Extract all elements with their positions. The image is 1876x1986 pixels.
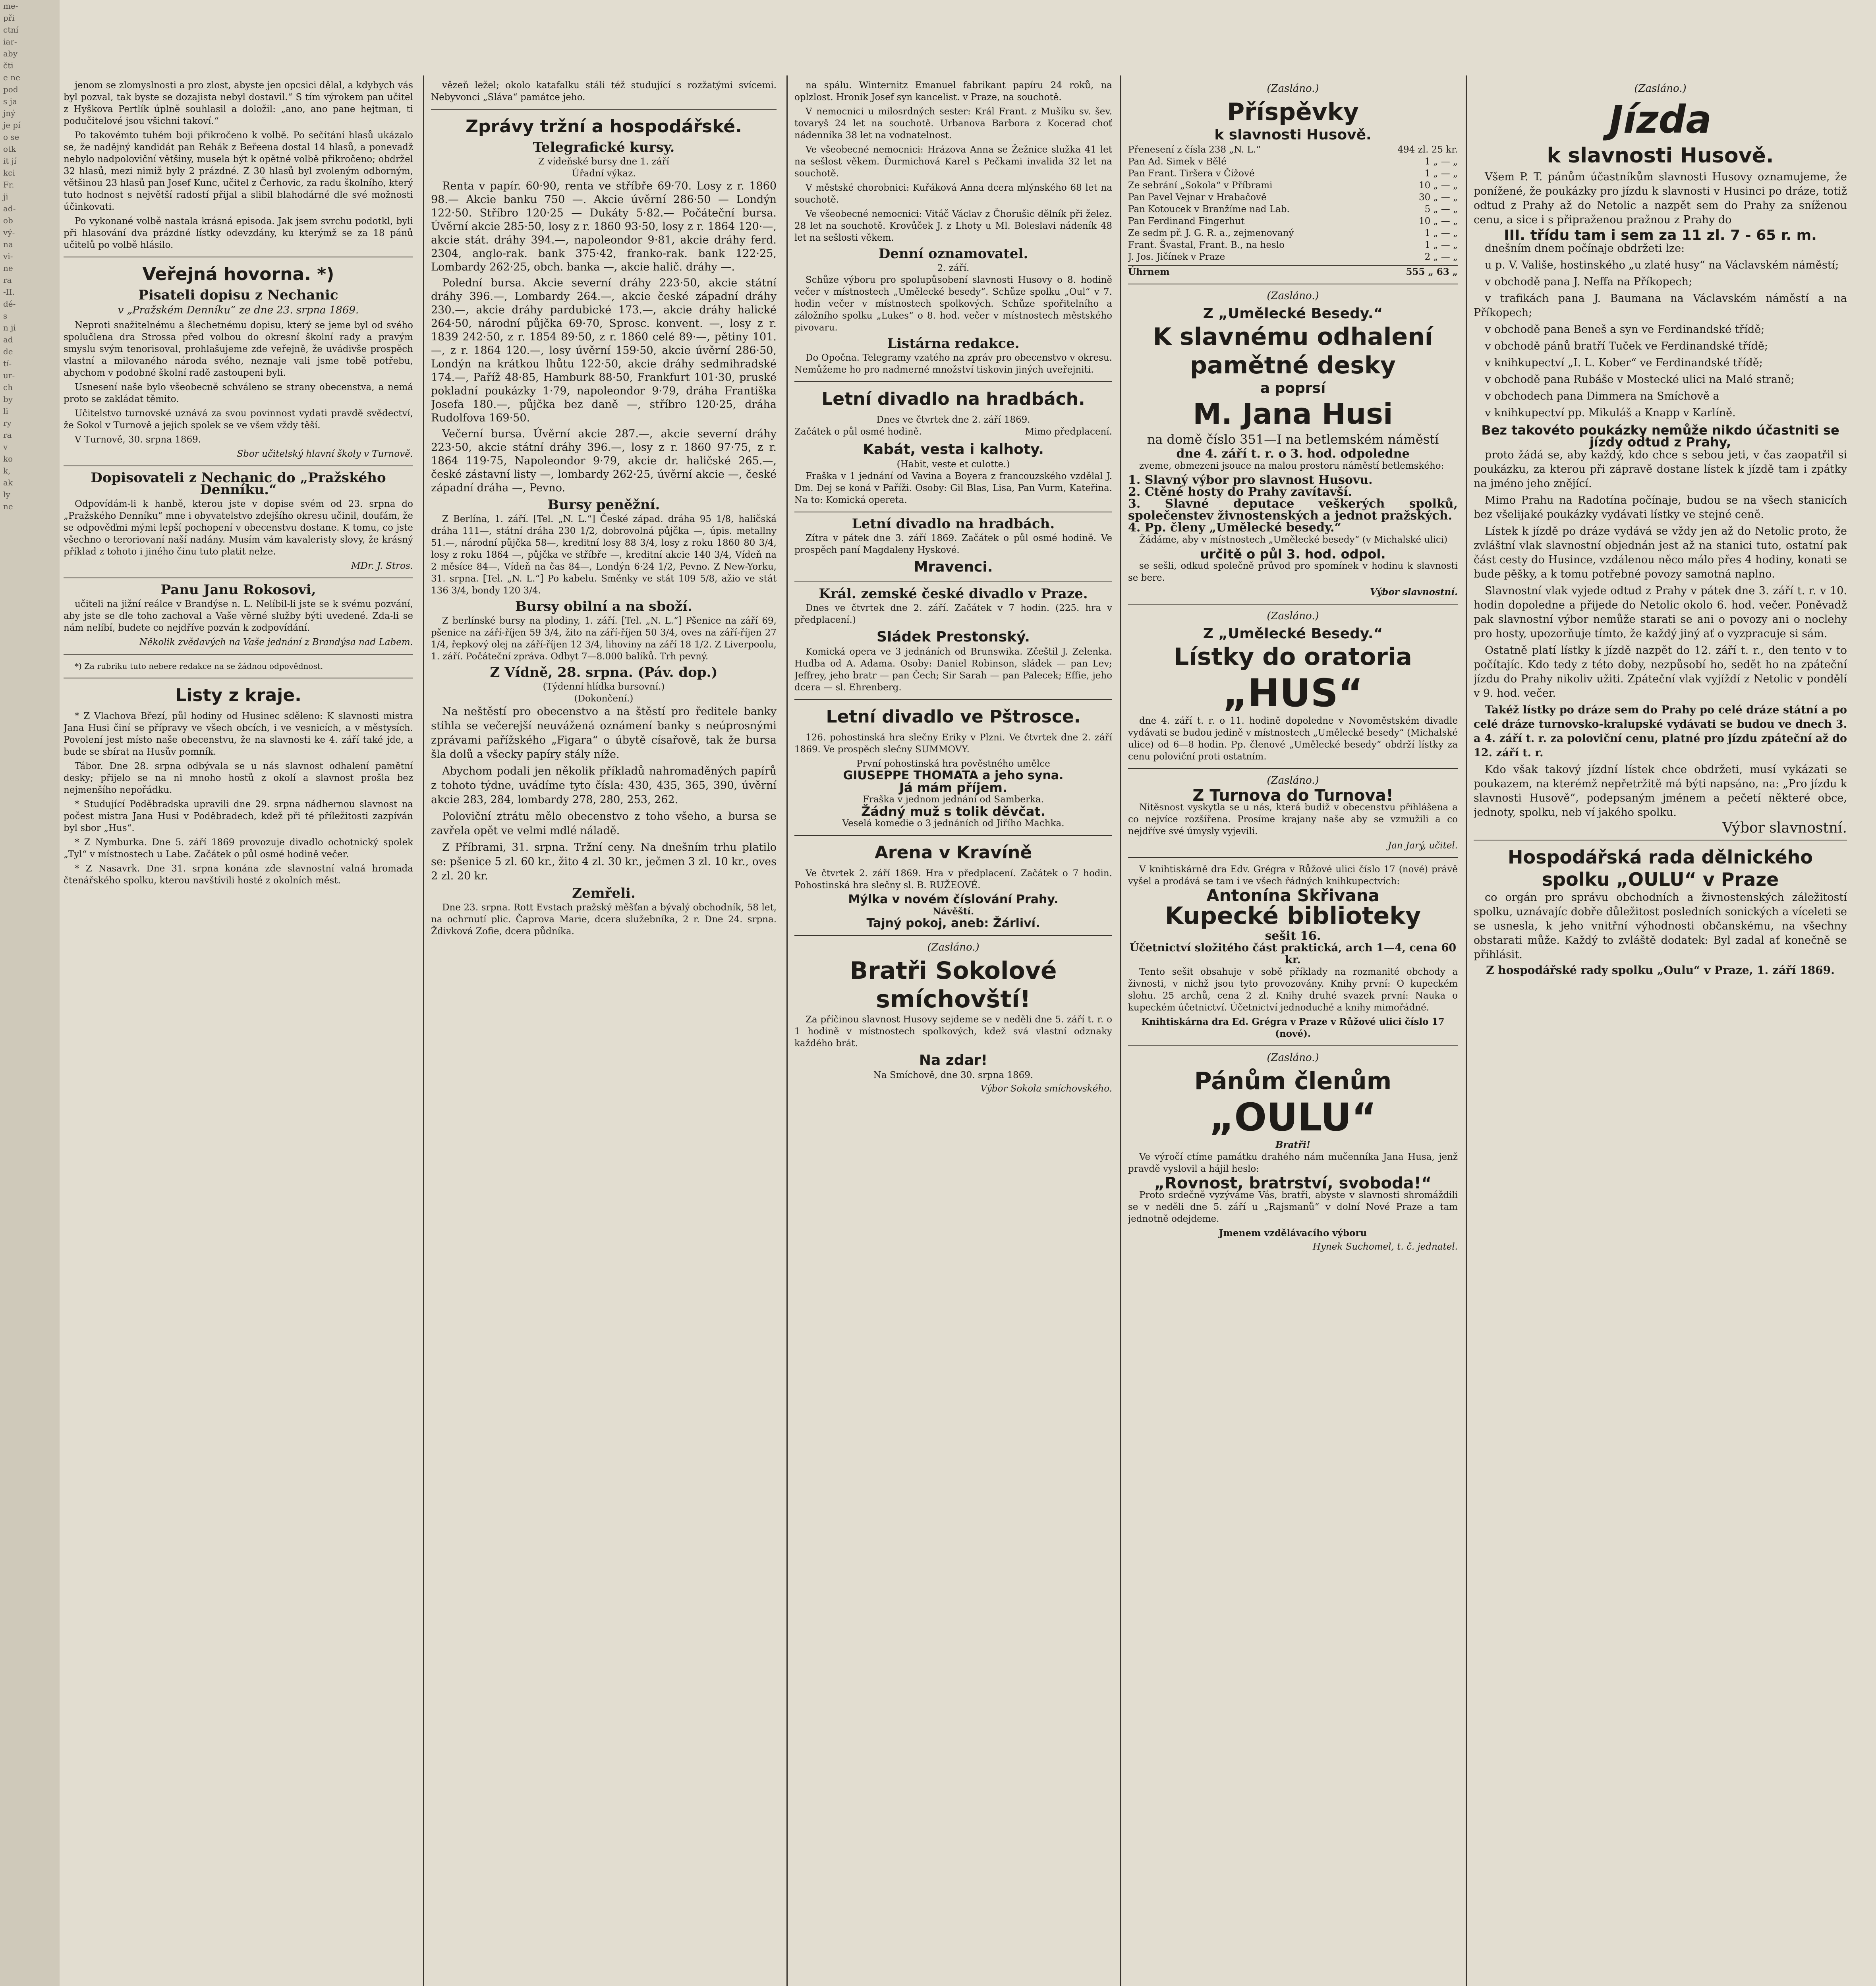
column-rule: [1120, 75, 1121, 1986]
paragraph: Poloviční ztrátu mělo obecenstvo z toho všeho, a bursa se zavřela opět ve velmi mdlé náladě.: [431, 810, 777, 837]
ad-headline: Lístky do oratoria: [1174, 643, 1412, 671]
play-subtitle: Fraška v jednom jednání od Samberka.: [863, 794, 1044, 805]
paragraph: Ve výročí ctíme památku drahého nám mučenníka Jana Husa, jenž pravdě vyslovil a hájil heslo:: [1128, 1152, 1458, 1174]
contributor-name: Frant. Švastal, Frant. B., na heslo: [1128, 240, 1285, 250]
edge-fragment: ch: [3, 383, 13, 392]
paragraph: * Z Nasavrk. Dne 31. srpna konána zde slavnostní valná hromada čtenářského spolku, kterou navštívili hosté z okolních měst.: [64, 864, 413, 886]
paragraph: jenom se zlomyslnosti a pro zlost, abyste jen opcsici dělal, a kdybych vás byl pozval, tak byste se dozajista nebyl dostavil.“ S tím výrokem pan učitel z Hyškova Pertlík úplně souhlasil a doložil: „ano, ano pane hejtman, ti podučitelové jsou všichni takoví.“: [64, 80, 413, 126]
column-rule: [1466, 75, 1467, 1986]
separator: [794, 381, 1112, 382]
contribution-amount: 1 „ — „: [1424, 156, 1458, 167]
edge-fragment: dé-: [3, 299, 16, 309]
paragraph: Dnes ve čtvrtek dne 2. září. Začátek v 7 hodin. (225. hra v předplacení.): [794, 603, 1112, 625]
article-subtitle: 2. září.: [937, 263, 970, 273]
paragraph: Nitěsnost vyskytla se u nás, která budiž v obecenstvu přihlášena a co nejvíce rozšířena. Prosíme krajany naše aby se vzmužili a co nejdříve své úmysly vyjevili.: [1128, 802, 1458, 837]
edge-fragment: k,: [3, 466, 11, 475]
column-rule: [423, 75, 424, 1986]
ad-subheadline: a poprsí: [1260, 380, 1326, 396]
paragraph: V Turnově, 30. srpna 1869.: [75, 435, 201, 445]
edge-fragment: ob: [3, 216, 13, 225]
contribution-amount: 494 zl. 25 kr.: [1397, 145, 1458, 155]
column-3: [794, 79, 1112, 1986]
sales-location: v obchodě pana J. Neffa na Příkopech;: [1485, 276, 1692, 288]
play-title: Mýlka v novém číslování Prahy.: [848, 893, 1059, 906]
ad-quote: „Rovnost, bratrství, svoboda!“: [1154, 1174, 1432, 1192]
paragraph: Renta v papír. 60·90, renta ve stříbře 69·70. Losy z r. 1860 98.— Akcie banku 750 —. Akcie úvěrní 286·50 — Londýn 122·50. Stříbro 120·25 — Dukáty 5·82.— Počáteční bursa. Úvěrní akcie 285·50, losy z r. 1860 93·50, losy z r. 1864 120·—, akcie stát. dráhy 394.—, napoleondor 9·81, akcie dráhy ferd. 2304, anglo-rak. bank 375·42, franko-rak. bank 122·25, Lombardy 262·25, obch. banka —, akcie halič. dráhy —.: [431, 180, 777, 273]
sales-location: v obchodě pana Beneš a syn ve Ferdinandské třídě;: [1485, 323, 1765, 336]
paragraph: V nemocnici u milosrdných sester: Král Frant. z Mušíku sv. šev. tovaryš 24 let na souchotě. Urbanova Barbora z Kocerad choť nádenníka 38 let na vodnatelnost.: [794, 106, 1112, 141]
theatre-title: Král. zemské české divadlo v Praze.: [819, 586, 1088, 602]
ad-footer: Knihtiskárna dra Ed. Grégra v Praze v Růžové ulici číslo 17 (nové).: [1141, 1016, 1445, 1039]
contribution-row: [1128, 144, 1458, 156]
section-title: Zprávy tržní a hospodářské.: [466, 116, 742, 137]
paragraph: se sešli, odkud společně průvod pro spomínek v hodinu k slavnosti se bere.: [1128, 561, 1458, 583]
play-title: Tajný pokoj, aneb: Žárliví.: [866, 916, 1040, 930]
edge-fragment: ji: [3, 192, 8, 201]
paragraph: Z Příbrami, 31. srpna. Tržní ceny. Na dnešním trhu platilo se: pšenice 5 zl. 60 kr., žito 4 zl. 30 kr., ječmen 3 zl. 10 kr., oves 2 zl. 20 kr.: [431, 841, 777, 882]
ad-label: (Zasláno.): [927, 941, 980, 953]
ad-headline: M. Jana Husi: [1193, 397, 1393, 431]
paragraph: Tábor. Dne 28. srpna odbývala se u nás slavnost odhalení pamětní desky; přijelo se na ni mnoho hostů z okolí a slavnost prošla bez nejmenšího nepořádku.: [64, 761, 413, 795]
ad-emphasis: Bez takovéto poukázky nemůže nikdo účastniti se jízdy odtud z Prahy,: [1481, 423, 1839, 450]
contribution-row: [1128, 227, 1458, 239]
separator: [1128, 857, 1458, 858]
separator: [794, 835, 1112, 836]
sales-location: v knihkupectví pp. Mikuláš a Knapp v Karlíně.: [1485, 407, 1736, 419]
paragraph: Ve všeobecné nemocnici: Vitáč Václav z Čhorušic dělník při želez. 28 let na souchotě. Krovůček J. z Lhoty u Ml. Boleslavi nádeník 48 let na sešlosti věkem.: [794, 209, 1112, 243]
theatre-note: Mimo předplacení.: [1025, 427, 1112, 437]
contributor-name: Pan Kotoucek v Branžíme nad Lab.: [1128, 204, 1290, 214]
play-subtitle: Veselá komedie o 3 jednáních od Jiřího Machka.: [842, 818, 1065, 829]
separator: [1128, 1045, 1458, 1046]
contribution-amount: 30 „ — „: [1418, 192, 1458, 203]
paragraph: Komická opera ve 3 jednáních od Brunswika. Zčeštil J. Zelenka. Hudba od A. Adama. Osoby: Daniel Robinson, sládek — pan Lev; Jeffrey, jeho bratr — pan Čech; Sir Sarah — pan Palecek; Effie, jeho dcera — sl. Ehrenberg.: [794, 647, 1112, 693]
edge-fragment: -II.: [3, 287, 15, 297]
ad-headline: K slavnému odhalení: [1153, 323, 1433, 351]
ad-headline: „HUS“: [1223, 671, 1363, 715]
invite-item: 4. Pp. členy „Umělecké besedy.“: [1128, 521, 1341, 535]
article-title: Telegrafické kursy.: [533, 139, 675, 155]
edge-fragment: ry: [3, 418, 12, 428]
article-title: Z Vídně, 28. srpna. (Páv. dop.): [490, 665, 718, 680]
total-label: Úhrnem: [1128, 267, 1170, 277]
paragraph: V městské chorobnici: Kuřáková Anna dcera mlýnského 68 let na souchotě.: [794, 183, 1112, 205]
edge-fragment: vi-: [3, 251, 13, 261]
paragraph: na spálu. Winternitz Emanuel fabrikant papíru 24 roků, na oplzlost. Hronik Josef syn kancelist. v Praze, na souchotě.: [794, 80, 1112, 102]
contribution-amount: 10 „ — „: [1418, 216, 1458, 226]
ad-headline: Jízda: [1609, 97, 1712, 142]
paragraph: Dne 23. srpna. Rott Evstach pražský měšťan a bývalý obchodník, 58 let, na ochrnutí plic. Čaprova Marie, dcera služebníka, 2 r. Dne 24. srpna. Ždivková Zofie, dcera půdníka.: [431, 902, 777, 937]
paragraph: * Studující Poděbradska upravili dne 29. srpna nádhernou slavnost na počest mistra Jana Husi v Poděbradech, kdež při té příležitosti zazpíván byl sbor „Hus“.: [64, 799, 413, 833]
paragraph: učiteli na jižní reálce v Brandýse n. L. Nelíbil-li jste se k svému pozvání, aby jste se dle toho zachoval a Vaše věrné služby býti uvedené. Zda-li se nám nelíbí, budete co nejdříve pozván k zodpovídání.: [64, 599, 413, 633]
contribution-row: [1128, 191, 1458, 203]
article-subtitle: (Dokončení.): [574, 694, 634, 704]
ad-subheadline: Účetnictví složitého část praktická, arch 1—4, cena 60 kr.: [1129, 942, 1457, 966]
sales-list: [1474, 258, 1847, 420]
column-1: [64, 79, 413, 1986]
signature: Výbor slavnostní.: [1722, 820, 1847, 836]
edge-fragment: s ja: [3, 97, 17, 106]
contribution-row: [1128, 156, 1458, 168]
edge-fragment: Fr.: [3, 180, 14, 189]
edge-fragment: iar-: [3, 37, 17, 46]
paragraph: Odpovídám-li k hanbě, kterou jste v dopise svém od 23. srpna do „Pražského Denníku“ mne i obyvatelstvo zdejšího okresu učinil, doufám, že se odpověďmi mými lepší pochopení v obecenstvu dostane. K tomu, co jste všechno o teroriovaní naší nadány. Musím vám kavaleristy slovy, že krásný příklad z tohoto i jiného činu tuto platit nelze.: [64, 499, 413, 557]
footnote: *) Za rubriku tuto nebere redakce na se žádnou odpovědnost.: [75, 661, 323, 671]
edge-fragment: ad-: [3, 204, 16, 213]
separator: [794, 935, 1112, 936]
contribution-row: [1128, 215, 1458, 227]
article-title: Dopisovateli z Nechanic do „Pražského Denníku.“: [91, 470, 386, 498]
contribution-amount: 2 „ — „: [1424, 252, 1458, 262]
edge-fragment: it jí: [3, 156, 17, 166]
edge-fragment: ak: [3, 478, 13, 487]
paragraph: Žádáme, aby v místnostech „Umělecké besedy“ (v Michalské ulici): [1139, 535, 1448, 545]
paragraph: Do Opočna. Telegramy vzatého na zpráv pro obecenstvo v okresu. Nemůžeme ho pro nadmerné množství tiskovin jiných uveřejniti.: [794, 353, 1112, 375]
section-title: Veřejná hovorna. *): [142, 264, 334, 284]
edge-fragment: ne: [3, 263, 13, 273]
theatre-title: Letní divadlo ve Pštrosce.: [826, 707, 1081, 727]
paragraph: Na neštěstí pro obecenstvo a na štěstí pro ředitele banky stihla se večerejší neuvážená oznámení banky s neúprosnými zprávami pařížského „Figara“ o úbytě císařově, tak že bursa šla dolů a všecky papíry stály níže.: [431, 705, 777, 761]
ad-headline: Kupecké biblioteky: [1165, 902, 1421, 930]
adjacent-page-edge: [0, 0, 60, 1986]
signature: MDr. J. Stros.: [351, 561, 413, 571]
sales-location: v obchodě pana Rubáše v Mostecké ulici na Malé straně;: [1485, 373, 1795, 386]
paragraph: Kdo však takový jízdní lístek chce obdržeti, musí vykázati se poukazem, na kterémž nepřetržitě má býti napsáno, na: „Pro jízdu k slavnosti Husově“, podepsaným jménem a pečetí některé obce, jednoty, spolku, neb ví jakého spolku.: [1474, 763, 1847, 819]
paragraph: Po takovémto tuhém boji přikročeno k volbě. Po sečítání hlasů ukázalo se, že nadějný kandidát pan Rehák z Beřeena dostal 14 hlasů, a ponevadž nebylo nadpoloviční většiny, musela být k opětné volbě přikročeno; obdržel 32 hlasů, mezi nimiž byly 2 prázdné. Z 30 hlasů byl zvoleným odborným, většinou 23 hlasů pan Josef Kunc, učitel z Čerhovic, za radu školního, který tuto hodnost s největší radostí přijal a slibil blahodárné dle své možnosti účinkovati.: [64, 130, 413, 212]
contribution-row: [1128, 168, 1458, 180]
paragraph: Abychom podali jen několik příkladů nahromaděných papírů z tohoto týdne, uvádíme tyto čísla: 430, 435, 365, 390, úvěrní akcie 283, 284, lombardy 278, 280, 253, 262.: [431, 765, 777, 806]
article-subtitle: v „Pražském Denníku“ ze dne 23. srpna 1869.: [118, 304, 359, 316]
edge-fragment: pod: [3, 85, 18, 94]
edge-fragment: by: [3, 394, 13, 404]
ad-location: na domě číslo 351—I na betlemském náměstí: [1147, 432, 1439, 447]
ad-headline: Bratři Sokolové smíchovští!: [850, 957, 1057, 1013]
ad-label: (Zasláno.): [1634, 83, 1687, 95]
ad-headline: Pánům členům: [1194, 1067, 1392, 1095]
paragraph: dne 4. září t. r. o 11. hodině dopoledne v Novoměstském divadle vydávati se budou jedině v místnostech „Umělecké besedy“ (Michalské ulice) od 6—8 hodin. Pp. členové „Umělecké besedy“ obdrží lístky za cenu poloviční proti ostatním.: [1128, 716, 1458, 762]
ad-slogan: Na zdar!: [919, 1052, 988, 1068]
separator: [1128, 604, 1458, 605]
edge-fragment: ra: [3, 430, 12, 440]
paragraph: Polední bursa. Akcie severní dráhy 223·50, akcie státní dráhy 396.—, Lombardy 264.—, akcie české západní dráhy 230.—, akcie dráhy pardubické 173.—, akcie dráhy halické 264·50, národní půjčka 69·70, Sprosc. konvent. —, losy z r. 1839 242·50, z r. 1854 89·50, z r. 1860 celé 89·—, pětiny 101.—, z r. 1864 120.—, losy úvěrní 159·50, akcie úvěrní 286·50, Londýn na krátkou lhůtu 122·50, akcie dráhy sedmihradské 174.—, Paříž 48·85, Hamburk 88·50, Frankfurt 101·30, pruské pokladní poukázky 1·79, napoleondor 9·79, dráha Františka Josefa 180.—, půjčka bez daně —, stříbro 120·25, dráha Rudolfova 169·50.: [431, 277, 777, 424]
theatre-title: Letní divadlo na hradbách.: [821, 389, 1085, 409]
signature: Z hospodářské rady spolku „Oulu“ v Praze, 1. září 1869.: [1486, 964, 1835, 977]
invite-item: 3. Slavné deputace veškerých spolků, společenstev živnostenských a jednot pražských.: [1128, 497, 1458, 523]
contributor-name: Ze sebrání „Sokola“ v Příbrami: [1128, 180, 1273, 191]
play-subtitle: Návěští.: [932, 906, 974, 917]
edge-fragment: ko: [3, 454, 13, 464]
edge-fragment: ctní: [3, 25, 19, 35]
article-title: Pisateli dopisu z Nechanic: [138, 287, 338, 303]
edge-fragment: čti: [3, 61, 14, 70]
paragraph: Z Berlína, 1. září. [Tel. „N. L.“] České západ. dráha 95 1/8, haličská dráha 111—, státní dráha 230 1/2, dobrovolná půjčka —, úpis. metallny 51.—, národní půjčka 58—, kreditní losy 88 3/4, losy z roku 1860 80 3/4, losy z roku 1864 —, půjčka ve stříbře —, kreditní akcie 140 3/4, Vídeň na 2 měsíce 84—, Vídeň na čas 84—, Londýn 6·24 1/2, Pevno. Z New-Yorku, 31. srpna. [Tel. „N. L.“] Po kabelu. Směnky ve stát 109 5/8, ažio ve stát 136 3/4, bondy 120 3/4.: [431, 514, 777, 596]
edge-fragment: tí-: [3, 359, 12, 368]
edge-fragment: li: [3, 406, 8, 416]
ad-headline: Z Turnova do Turnova!: [1192, 786, 1393, 805]
paragraph: Všem P. T. pánům účastníkům slavnosti Husovy oznamujeme, že ponížené, že poukázky pro jízdu k slavnosti v Husinci po dráze, totiž odtud z Prahy až do Netolic a nazpět sem do Prahy za sníženou cenu, a sice i s připraženou pražnou z Prahy do: [1474, 171, 1847, 226]
paragraph: Slavnostní vlak vyjede odtud z Prahy v pátek dne 3. září t. r. v 10. hodin dopoledne a přijede do Netolic okolo 6. hod. večer. Poněvadž pak slavnostní výbor nemůže starati se ani o povozy ani o noclehy pro hosty, upozorňuje tímto, že každý jiný ať o vyzpracuje si sám.: [1474, 585, 1847, 640]
section-title: Listy z kraje.: [175, 685, 301, 705]
contributor-name: J. Jos. Jičínek v Praze: [1128, 252, 1225, 262]
contributor-name: Pan Ad. Simek v Bělé: [1128, 156, 1227, 167]
paragraph: Lístek k jízdě po dráze vydává se vždy jen až do Netolic proto, že zvláštní vlak slavnostní objednán jest až na stanici tuto, ostatní pak část cesty do Husince, vzdálenou něco málo přes 4 hodiny, konati se bude pěšky, a k tomu potřebné povozy samotná naplno.: [1474, 525, 1847, 580]
edge-fragment: na: [3, 240, 13, 249]
theatre-date: Dnes ve čtvrtek dne 2. září 1869.: [876, 415, 1030, 425]
ad-emphasis: určitě o půl 3. hod. odpol.: [1200, 547, 1386, 562]
paragraph: * Z Nymburka. Dne 5. září 1869 provozuje divadlo ochotnický spolek „Tyl“ v místnostech u Labe. Začátek o půl osmé hodině večer.: [64, 837, 413, 860]
edge-fragment: jný: [3, 108, 15, 118]
contributor-name: Ze sedm př. J. G. R. a., zejmenovaný: [1128, 228, 1294, 238]
paragraph: Schůze výboru pro spolupůsobení slavnosti Husovy o 8. hodině večer v místnostech „Umělecké besedy“. Schůze spolku „Oul“ v 7. hodin večer v místnostech spolkových. Schůze spořitelního a záložního spolku „Lukes“ o 8. hod. večer v místnostech městského pivovaru.: [794, 275, 1112, 333]
paragraph: proto žádá se, aby každý, kdo chce s sebou jeti, v čas zaopatřil si poukázku, za kterou při zápravě dostane lístek k jízdě tam i zpátky na jméno jeho znějící.: [1474, 449, 1847, 490]
article-subtitle: (Týdenní hlídka bursovní.): [543, 682, 665, 692]
paragraph: Z berlínské bursy na plodiny, 1. září. [Tel. „N. L.“] Pšenice na září 69, pšenice na září-říjen 59 3/4, žito na září-říjen 50 3/4, oves na září-říjen 27 1/4, řepkový olej na září-říjen 12 3/4, lihoviny na září 18 1/2. Z Liverpoolu, 1. září. Počáteční zpráva. Odbyt 7—8.000 balíků. Trh pevný.: [431, 616, 777, 662]
edge-fragment: ra: [3, 275, 12, 285]
play-title: Sládek Prestonský.: [877, 629, 1030, 645]
separator: [794, 699, 1112, 700]
signature: Několik zvědavých na Vaše jednání z Brandýsa nad Labem.: [139, 637, 413, 647]
column-2: [431, 79, 777, 1986]
ad-date: Na Smíchově, dne 30. srpna 1869.: [873, 1070, 1034, 1080]
edge-fragment: ly: [3, 490, 10, 499]
play-title: Kabát, vesta i kalhoty.: [863, 441, 1044, 458]
ad-subheadline: Z „Umělecké Besedy.“: [1203, 626, 1383, 642]
ad-subheadline: k slavnosti Husově.: [1214, 127, 1372, 143]
paragraph: Učitelstvo turnovské uznává za svou povinnost vydati pravdě svědectví, že Sokol v Turnově a jejich spolek se ve všem vždy těší.: [64, 408, 413, 431]
contribution-row: [1128, 203, 1458, 215]
invite-item: 2. Ctěné hosty do Prahy zavítavší.: [1128, 485, 1352, 499]
ad-headline: Hospodářská rada dělnického spolku „OULU“ v Praze: [1508, 846, 1813, 890]
contribution-amount: 5 „ — „: [1424, 204, 1458, 214]
theatre-start: Začátek o půl osmé hodině.: [794, 427, 922, 437]
separator: [1128, 768, 1458, 769]
edge-fragment: vý-: [3, 228, 15, 237]
ad-subheadline: k slavnosti Husově.: [1547, 144, 1774, 168]
ad-subheadline: Z „Umělecké Besedy.“: [1203, 305, 1383, 322]
contribution-row: [1128, 239, 1458, 251]
paragraph: Po vykonané volbě nastala krásná episoda. Jak jsem svrchu podotkl, byli při hlasování dva prázdné lístky odevzdány, ku kterýmž se za 18 pánů učitelů po volbě hlásilo.: [64, 216, 413, 250]
paragraph: Večerní bursa. Úvěrní akcie 287.—, akcie severní dráhy 223·50, akcie státní dráhy 396.—, losy z r. 1860 97·75, z r. 1864 119·75, Napoleondor 9·79, akcie dr. haličské 265.—, české zástavní listy —, lombardy 262·25, úvěrní akcie —, české západní dráha —, Pevno.: [431, 428, 777, 494]
theatre-title: Arena v Kravíně: [874, 842, 1032, 863]
signature: Výbor slavnostní.: [1370, 587, 1458, 597]
paragraph: Ve všeobecné nemocnici: Hrázova Anna se Žežnice služka 41 let na sešlost věkem. Ďurmichová Karel s Pečkami invalida 32 let na souchotě.: [794, 145, 1112, 179]
sales-location: v obchodě pánů bratří Tuček ve Ferdinandské třídě;: [1485, 340, 1768, 352]
ad-subheadline: sešit 16.: [1265, 929, 1321, 943]
contribution-row: [1128, 180, 1458, 191]
sales-location: v obchodech pana Dimmera na Smíchově a: [1485, 390, 1720, 402]
edge-fragment: n ji: [3, 323, 16, 332]
ad-label: (Zasláno.): [1267, 83, 1319, 95]
ad-date: dne 4. září t. r. o 3. hod. odpoledne: [1176, 447, 1410, 461]
paragraph: 126. pohostinská hra slečny Eriky v Plzni. Ve čtvrtek dne 2. září 1869. Ve prospěch slečny SUMMOVY.: [794, 732, 1112, 755]
edge-fragment: ad: [3, 335, 13, 344]
total-value: 555 „ 63 „: [1406, 267, 1458, 277]
signature: Hynek Suchomel, t. č. jednatel.: [1312, 1242, 1458, 1252]
paragraph: Zítra v pátek dne 3. září 1869. Začátek o půl osmé hodině. Ve prospěch paní Magdaleny Hyskové.: [794, 533, 1112, 555]
paragraph: Neproti snažitelnému a šlechetnému dopisu, který se jeme byl od svého spolučlena dra Strossa před volbou do okresní školní rady a pravým smyslu svým tenorisoval, prohlašujeme zde veřejně, že uvádivše prospěch vlastní a milovaného národa svého, neznaje vali jsme tobě potřebu, abychom v podobné školní radě zastoupeni byli.: [64, 320, 413, 378]
paragraph: Fraška v 1 jednání od Vavina a Boyera z francouzského vzdělal J. Dm. Dej se koná v Paříži. Osoby: Gil Blas, Lisa, Pan Vurm, Kateřina. Na to: Komická opereta.: [794, 471, 1112, 505]
paragraph: Tento sešit obsahuje v sobě příklady na rozmanité obchody a živnosti, v nichž jsou tyto provozovány. Knihy první: O kupeckém slohu. 25 archů, cena 2 zl. Knihy druhé svazek první: Nauka o kupeckém účetnictví. Účetnictví jednoduché a knihy mimořádné.: [1128, 967, 1458, 1013]
contributor-name: Pan Pavel Vejnar v Hrabačově: [1128, 192, 1267, 203]
paragraph: První pohostinská hra pověstného umělce: [856, 759, 1050, 769]
paragraph: vězeň ležel; okolo katafalku stáli též studující s rozžatými svícemi. Nebyvonci „Sláva“ památce jeho.: [431, 80, 777, 102]
paragraph: * Z Vlachova Březí, půl hodiny od Husinec sděleno: K slavnosti mistra Jana Husi činí se přípravy ve všech obcích, i ve vesnicích, a v městysích. Povolení jest místo naše obecenstvu, že na slavnosti ke 4. září také jde, a bude se sbírat na Husův pomník.: [64, 711, 413, 757]
play-title: Já mám příjem.: [899, 780, 1007, 795]
signature: Jan Jarý, učitel.: [1387, 840, 1458, 851]
theatre-title: Letní divadlo na hradbách.: [852, 516, 1055, 532]
edge-fragment: aby: [3, 49, 18, 58]
paragraph: V knihtiskárně dra Edv. Grégra v Růžové ulici číslo 17 (nové) právě vyšel a prodává se tam i ve všech řádných knihkupectvích:: [1128, 864, 1458, 887]
contribution-amount: 10 „ — „: [1418, 180, 1458, 191]
article-subtitle: Z vídeňské bursy dne 1. září: [538, 156, 669, 167]
edge-fragment: je pí: [3, 120, 21, 130]
ad-label: (Zasláno.): [1267, 775, 1319, 786]
edge-fragment: me-: [3, 1, 18, 11]
play-title: Mravenci.: [914, 559, 993, 575]
column-5: [1474, 79, 1847, 1986]
edge-fragment: s: [3, 311, 8, 321]
signature: Výbor Sokola smíchovského.: [980, 1084, 1112, 1094]
contribution-amount: 1 „ — „: [1424, 240, 1458, 250]
ad-headline: „OULU“: [1209, 1095, 1377, 1140]
paragraph: Proto srdečně vyzýváme Vás, bratři, abyste v slavnosti shromáždili se v neděli dne 5. září u „Rajsmanů“ v dolní Nové Praze a tam jednotně odejdeme.: [1128, 1190, 1458, 1224]
edge-fragment: při: [3, 13, 15, 23]
contributor-name: Pan Frant. Tiršera v Čížové: [1128, 168, 1255, 179]
contributions-total: [1128, 265, 1458, 278]
article-title: Listárna redakce.: [887, 336, 1020, 352]
paragraph: Usnesení naše bylo všeobecně schváleno se strany obecenstva, a nemá proto se zakládat těmito.: [64, 382, 413, 404]
column-rule: [786, 75, 788, 1986]
edge-fragment: o se: [3, 132, 19, 142]
edge-fragment: kci: [3, 168, 15, 178]
ad-headline: pamětné desky: [1190, 352, 1396, 379]
paragraph: dnešním dnem počínaje obdržeti lze:: [1485, 242, 1685, 255]
paragraph: Ve čtvrtek 2. září 1869. Hra v předplacení. Začátek o 7 hodin. Pohostinská hra slečny sl. B. RUŽEOVÉ.: [794, 868, 1112, 891]
performer-name: GIUSEPPE THOMATA a jeho syna.: [843, 769, 1064, 782]
edge-fragment: e ne: [3, 73, 20, 82]
edge-fragment: ur-: [3, 371, 15, 380]
ad-label: (Zasláno.): [1267, 1052, 1319, 1064]
paragraph: Mimo Prahu na Radotína počínaje, budou se na všech stanicích bez všelijaké poukázky vydávati lístky ve stejné ceně.: [1474, 494, 1847, 521]
paragraph: Ostatně platí lístky k jízdě nazpět do 12. září t. r., den tento v to počítajíc. Kdo tedy z této doby, nezpůsobí ho, sedět ho na zpáteční jízdu do Prahy nikoliv užiti. Zpáteční vlak vyjíždí z Netolic v pondělí v 9. hod. večer.: [1474, 644, 1847, 699]
paragraph: co orgán pro správu obchodních a živnostenských záležitostí spolku, uznávajíc dobře důležitost posledních sonických a víceleti se se usnesla, k jeho vnitřní výhodnosti občanskému, na všechny obstarati může. Každý to zvláště dodatek: Byl zadal ať konečně se přihlásit.: [1474, 891, 1847, 961]
play-subtitle: (Habit, veste et culotte.): [896, 459, 1010, 469]
play-title: Žádný muž s tolik děvčat.: [861, 804, 1045, 819]
sales-location: u p. V. Vališe, hostinského „u zlaté husy“ na Václavském náměstí;: [1485, 259, 1839, 271]
invite-item: 1. Slavný výbor pro slavnost Husovu.: [1128, 473, 1373, 487]
paragraph: Za příčinou slavnost Husovy sejdeme se v neděli dne 5. září t. r. o 1 hodině v místnostech spolkových, kdež svá vlastní odznaky každého brát.: [794, 1014, 1112, 1049]
article-subtitle: Úřadní výkaz.: [572, 168, 636, 179]
column-4: [1128, 79, 1458, 1986]
paragraph: Takéž lístky po dráze sem do Prahy po celé dráze státní a po celé dráze turnovsko-kralupské vydávati se budou ve dnech 3. a 4. září t. r. za poloviční cenu, platné pro jízdu zpáteční až do 12. září t. r.: [1474, 704, 1847, 759]
ad-greeting: Bratři!: [1275, 1140, 1311, 1150]
ad-emphasis: III. třídu tam i sem za 11 zl. 7 - 65 r. m.: [1504, 227, 1817, 243]
contributions-list: [1128, 144, 1458, 263]
article-title: Bursy obilní a na sboží.: [515, 599, 692, 614]
sales-location: v trafikách pana J. Baumana na Václavském náměstí a na Příkopech;: [1474, 292, 1847, 319]
ad-author: Antonína Skřivana: [1206, 886, 1379, 905]
signature: Jmenem vzdělávacího výboru: [1219, 1228, 1367, 1238]
contributor-name: Pan Ferdinand Fingerhut: [1128, 216, 1245, 226]
article-title: Zemřeli.: [572, 885, 636, 901]
separator: [64, 654, 413, 655]
separator: [431, 109, 777, 110]
signature: Sbor učitelský hlavní školy v Turnově.: [237, 449, 413, 459]
article-title: Panu Janu Rokosovi,: [160, 582, 316, 598]
edge-fragment: ne: [3, 502, 13, 511]
edge-fragment: v: [3, 442, 8, 452]
ad-label: (Zasláno.): [1267, 290, 1319, 302]
ad-label: (Zasláno.): [1267, 610, 1319, 622]
article-title: Bursy peněžní.: [547, 497, 660, 513]
sales-location: v knihkupectví „I. L. Kober“ ve Ferdinandské třídě;: [1485, 357, 1763, 369]
edge-fragment: otk: [3, 144, 16, 154]
theatre-info: [794, 426, 1112, 438]
contribution-amount: 1 „ — „: [1424, 168, 1458, 179]
paragraph: zveme, obmezeni jsouce na malou prostoru náměstí betlemského:: [1139, 461, 1444, 471]
edge-fragment: de: [3, 347, 13, 356]
contributor-name: Přenesení z čísla 238 „N. L.“: [1128, 145, 1261, 155]
ad-headline: Příspěvky: [1227, 98, 1359, 126]
contribution-amount: 1 „ — „: [1424, 228, 1458, 238]
contribution-row: [1128, 251, 1458, 263]
article-title: Denní oznamovatel.: [878, 246, 1028, 262]
